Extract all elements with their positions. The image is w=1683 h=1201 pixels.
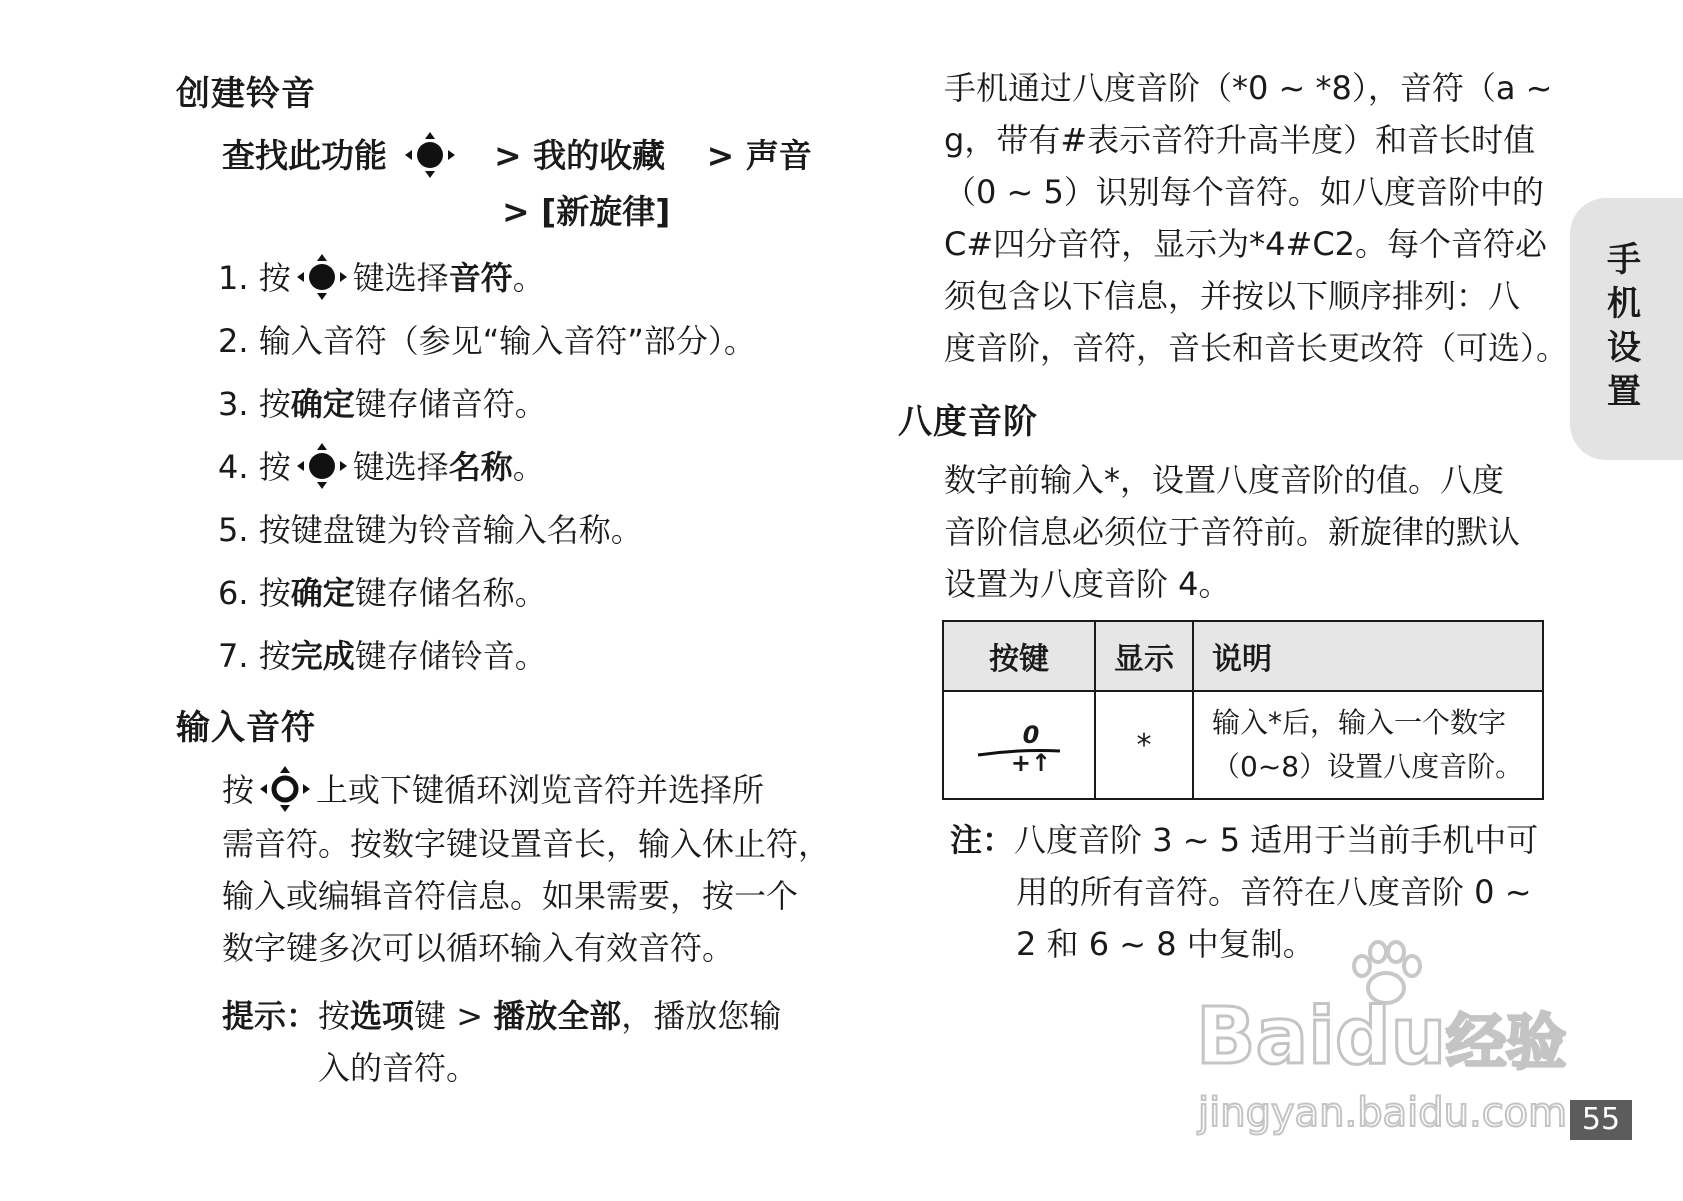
- octave-para-line-2: 音阶信息必须位于音符前。新旋律的默认: [944, 513, 1521, 551]
- octave-intro-line-4: C#四分音符，显示为*4#C2。每个音符必: [944, 225, 1548, 263]
- input-notes-line-3: 输入或编辑音符信息。如果需要，按一个: [222, 877, 799, 915]
- table-row: [943, 691, 1543, 799]
- heading-create-ringtone: 创建铃音: [176, 74, 316, 114]
- table-header-display: 显示: [1095, 621, 1193, 691]
- note-line-3: 2 和 6 ~ 8 中复制。: [1016, 925, 1315, 963]
- table-cell-description: 输入*后，输入一个数字 （0~8）设置八度音阶。: [1193, 691, 1543, 799]
- find-label: 查找此功能: [222, 136, 387, 175]
- note-line-2: 用的所有音符。音符在八度音阶 0 ~: [1016, 873, 1532, 911]
- find-function-line: [222, 130, 812, 182]
- table-header-description: 说明: [1193, 621, 1543, 691]
- table-cell-key: [943, 691, 1095, 799]
- zero-key-icon: 0 +↑: [976, 721, 1062, 761]
- step-7: 7. 按完成键存储铃音。: [218, 637, 547, 675]
- navigation-updown-key-icon: [258, 765, 312, 813]
- find-path-new-melody: > [新旋律]: [502, 192, 671, 231]
- octave-para-line-3: 设置为八度音阶 4。: [944, 565, 1231, 603]
- find-path-favorites: > 我的收藏: [494, 136, 666, 175]
- step-5: 5. 按键盘键为铃音输入名称。: [218, 511, 643, 549]
- table-header-row: [943, 621, 1543, 691]
- step-1: 1. 按 键选择音符。: [218, 252, 545, 304]
- octave-intro-line-5: 须包含以下信息，并按以下顺序排列：八: [944, 277, 1521, 315]
- octave-intro-line-3: （0 ~ 5）识别每个音符。如八度音阶中的: [944, 173, 1544, 211]
- navigation-key-icon: [295, 253, 349, 301]
- tip-line-2: 入的音符。: [318, 1049, 479, 1087]
- tip-line-1: 提示：按选项键 > 播放全部，播放您输: [222, 997, 782, 1035]
- tip-label: 提示：: [222, 997, 319, 1035]
- navigation-key-icon: [295, 442, 349, 490]
- find-path-sound: > 声音: [706, 136, 812, 175]
- navigation-key-icon: [403, 131, 457, 179]
- heading-input-notes: 输入音符: [176, 708, 316, 748]
- octave-key-table: [942, 620, 1544, 800]
- note-label: 注：: [950, 821, 1015, 859]
- note-line-1: 注：八度音阶 3 ~ 5 适用于当前手机中可: [950, 821, 1539, 859]
- step-2: 2. 输入音符（参见“输入音符”部分）。: [218, 322, 756, 360]
- octave-intro-line-1: 手机通过八度音阶（*0 ~ *8），音符（a ~: [944, 69, 1553, 107]
- side-tab-label: 手 机 设 置: [1607, 240, 1641, 412]
- input-notes-line-2: 需音符。按数字键设置音长，输入休止符，: [222, 825, 831, 863]
- table-header-key: 按键: [943, 621, 1095, 691]
- octave-intro-line-6: 度音阶，音符，音长和音长更改符（可选）。: [944, 329, 1569, 367]
- section-side-tab: [1570, 198, 1683, 460]
- input-notes-line-4: 数字键多次可以循环输入有效音符。: [222, 929, 735, 967]
- step-4: 4. 按 键选择名称。: [218, 441, 545, 493]
- table-cell-display: *: [1095, 691, 1193, 799]
- octave-intro-line-2: g，带有#表示音符升高半度）和音长时值: [944, 121, 1536, 159]
- step-6: 6. 按确定键存储名称。: [218, 574, 547, 612]
- step-3: 3. 按确定键存储音符。: [218, 385, 547, 423]
- input-notes-line-1: 按 上或下键循环浏览音符并选择所: [222, 764, 764, 816]
- page-number: 55: [1570, 1100, 1632, 1140]
- heading-octave: 八度音阶: [898, 402, 1038, 442]
- octave-para-line-1: 数字前输入*，设置八度音阶的值。八度: [944, 461, 1505, 499]
- baidu-watermark: Baidu经验 jingyan.baidu.com: [1196, 940, 1586, 1170]
